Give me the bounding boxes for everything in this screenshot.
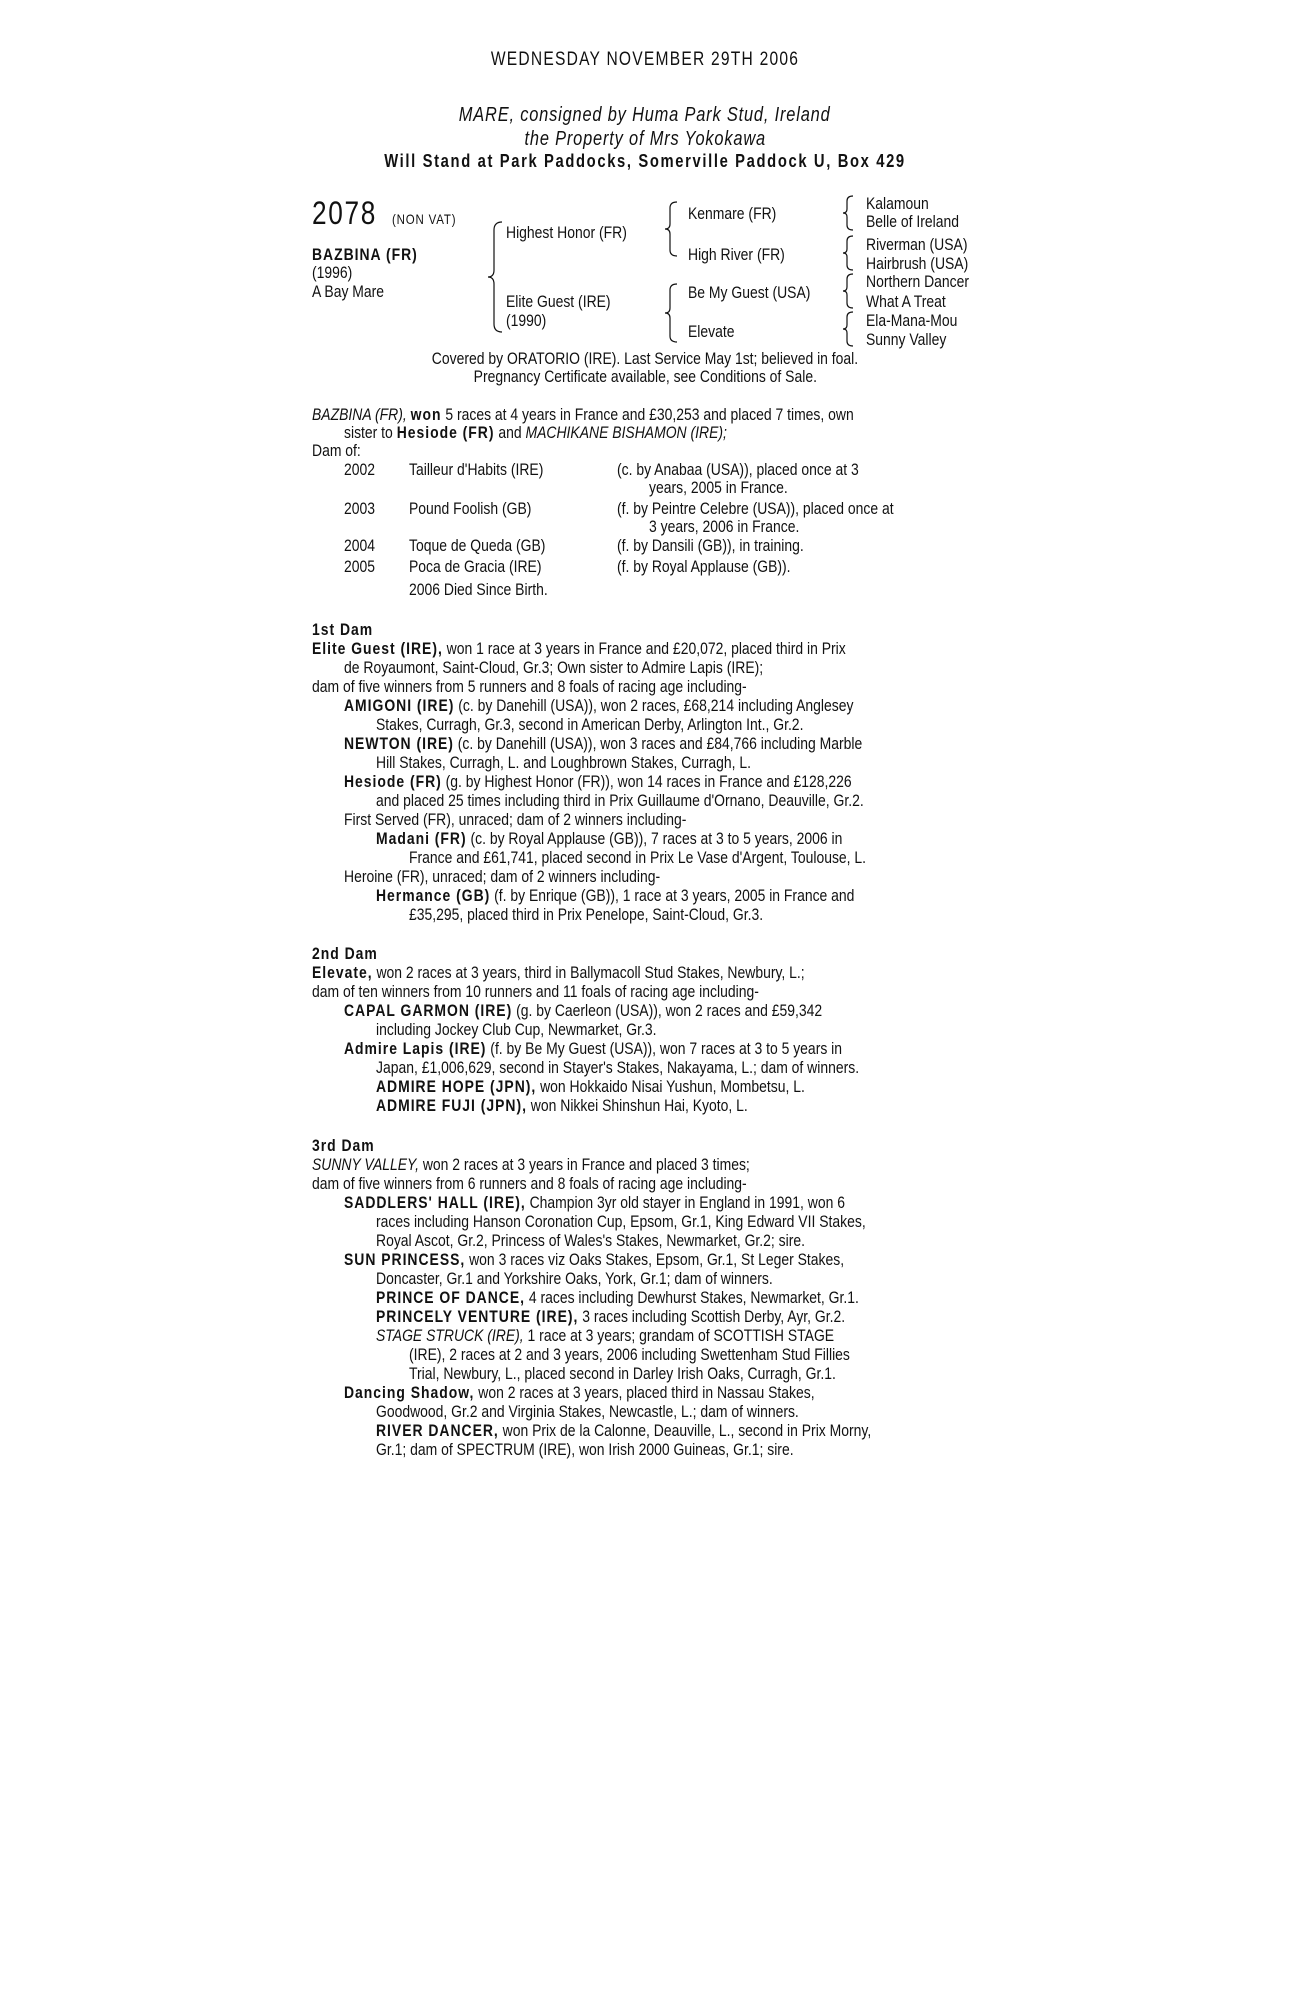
- pedigree-text-line: [344, 1039, 842, 1058]
- pedigree-text-line: [376, 791, 864, 810]
- line-text: Stakes, Curragh, Gr.3, second in American Derby, Arlington Int., Gr.2.: [376, 715, 804, 734]
- horse-name-bold: Hesiode (FR): [344, 772, 442, 791]
- pedigree-text-line: [409, 1364, 836, 1383]
- produce-detail-cont: years, 2005 in France.: [649, 478, 788, 497]
- mare-record: 5 races at 4 years in France and £30,253 and placed 7 times, own: [445, 405, 854, 424]
- line-text: races including Hanson Coronation Cup, Epsom, Gr.1, King Edward VII Stakes,: [376, 1212, 866, 1231]
- line-text: Japan, £1,006,629, second in Stayer's Stakes, Nakayama, L.; dam of winners.: [376, 1058, 860, 1077]
- produce-name: Tailleur d'Habits (IRE): [409, 460, 544, 479]
- line-text: Doncaster, Gr.1 and Yorkshire Oaks, York, Gr.1; dam of winners.: [376, 1269, 773, 1288]
- line-text: £35,295, placed third in Prix Penelope, Saint-Cloud, Gr.3.: [409, 905, 764, 924]
- horse-name-bold: RIVER DANCER,: [376, 1421, 499, 1440]
- pedigree-bracket-be-my-guest: [843, 274, 857, 308]
- horse-year: (1996): [312, 263, 353, 282]
- line-text: won Nikkei Shinshun Hai, Kyoto, L.: [526, 1096, 748, 1115]
- pedigree-text-line: [376, 1307, 845, 1326]
- produce-detail: (f. by Dansili (GB)), in training.: [617, 536, 804, 555]
- pedigree-second-dam: Elevate: [688, 322, 735, 341]
- line-text: including Jockey Club Cup, Newmarket, Gr.3.: [376, 1020, 657, 1039]
- pedigree-bracket-main: [488, 222, 508, 332]
- pedigree-text-line: [376, 1288, 859, 1307]
- line-text: 4 races including Dewhurst Stakes, Newmarket, Gr.1.: [524, 1288, 859, 1307]
- pedigree-text-line: [344, 696, 853, 715]
- horse-name-bold: SUN PRINCESS,: [344, 1250, 466, 1269]
- horse-name-italic: STAGE STRUCK (IRE),: [376, 1326, 524, 1345]
- pedigree-text-line: [344, 1383, 815, 1402]
- pedigree-sire: Highest Honor (FR): [506, 223, 627, 242]
- property-line: the Property of Mrs Yokokawa: [524, 128, 766, 150]
- horse-name-bold: PRINCELY VENTURE (IRE),: [376, 1307, 579, 1326]
- pedigree-text-line: [376, 1058, 859, 1077]
- mare-name: BAZBINA (FR),: [312, 405, 407, 424]
- pedigree-text-line: [376, 886, 854, 905]
- lot-number: 2078: [312, 195, 377, 231]
- pedigree-text-line: [376, 715, 803, 734]
- sister-text: sister to: [344, 423, 393, 442]
- pedigree-text-line: [344, 1001, 822, 1020]
- pedigree-text-line: [376, 1231, 805, 1250]
- horse-name-bold: Madani (FR): [376, 829, 467, 848]
- pedigree-ggp-7: Ela-Mana-Mou: [866, 311, 958, 330]
- vat-status: (NON VAT): [392, 211, 457, 227]
- pedigree-ggp-4: Hairbrush (USA): [866, 254, 969, 273]
- pedigree-text-line: [312, 982, 759, 1001]
- first-dam-heading: 1st Dam: [312, 620, 374, 639]
- line-text: Gr.1; dam of SPECTRUM (IRE), won Irish 2000 Guineas, Gr.1; sire.: [376, 1440, 794, 1459]
- horse-name-bold: Dancing Shadow,: [344, 1383, 475, 1402]
- produce-detail: (f. by Royal Applause (GB)).: [617, 557, 791, 576]
- pedigree-text-line: [312, 677, 747, 696]
- pedigree-text-line: [344, 1250, 844, 1269]
- line-text: Hill Stakes, Curragh, L. and Loughbrown Stakes, Curragh, L.: [376, 753, 752, 772]
- pedigree-text-line: [376, 1269, 773, 1288]
- produce-detail: (c. by Anabaa (USA)), placed once at 3: [617, 460, 859, 479]
- pedigree-text-line: [376, 1440, 794, 1459]
- pedigree-bracket-high-river: [843, 236, 857, 270]
- line-text: (g. by Highest Honor (FR)), won 14 races in France and £128,226: [441, 772, 852, 791]
- pedigree-ggp-2: Belle of Ireland: [866, 212, 959, 231]
- pedigree-text-line: [344, 810, 686, 829]
- mare-summary-line-1: [312, 405, 854, 424]
- horse-name-bold: Elite Guest (IRE),: [312, 639, 443, 658]
- pedigree-ggp-1: Kalamoun: [866, 194, 929, 213]
- horse-name-bold: Elevate,: [312, 963, 373, 982]
- pedigree-text-line: [312, 639, 846, 658]
- horse-name-bold: ADMIRE FUJI (JPN),: [376, 1096, 527, 1115]
- pedigree-bracket-elevate: [843, 312, 857, 346]
- line-text: First Served (FR), unraced; dam of 2 winners including-: [344, 810, 687, 829]
- pedigree-text-line: [344, 772, 852, 791]
- line-text: (f. by Be My Guest (USA)), won 7 races at 3 to 5 years in: [486, 1039, 843, 1058]
- line-text: (c. by Royal Applause (GB)), 7 races at 3 to 5 years, 2006 in: [466, 829, 843, 848]
- pedigree-text-line: [376, 1326, 834, 1345]
- line-text: (g. by Caerleon (USA)), won 2 races and £59,342: [512, 1001, 823, 1020]
- line-text: won Hokkaido Nisai Yushun, Mombetsu, L.: [536, 1077, 805, 1096]
- produce-detail-cont: 3 years, 2006 in France.: [649, 517, 800, 536]
- horse-name-bold: AMIGONI (IRE): [344, 696, 455, 715]
- horse-name-bold: PRINCE OF DANCE,: [376, 1288, 525, 1307]
- pedigree-text-line: [376, 753, 751, 772]
- pedigree-text-line: [376, 1096, 748, 1115]
- line-text: won 3 races viz Oaks Stakes, Epsom, Gr.1, St Leger Stakes,: [465, 1250, 845, 1269]
- line-text: (f. by Enrique (GB)), 1 race at 3 years, 2005 in France and: [490, 886, 855, 905]
- and-text: and: [498, 423, 522, 442]
- horse-name-bold: Admire Lapis (IRE): [344, 1039, 487, 1058]
- line-text: dam of five winners from 5 runners and 8 foals of racing age including-: [312, 677, 747, 696]
- pedigree-ggp-3: Riverman (USA): [866, 235, 968, 254]
- pedigree-text-line: [376, 829, 842, 848]
- line-text: Champion 3yr old stayer in England in 1991, won 6: [525, 1193, 845, 1212]
- pedigree-text-line: [376, 1212, 866, 1231]
- pedigree-granddam: High River (FR): [688, 245, 785, 264]
- won-label: won: [410, 405, 442, 424]
- line-text: Trial, Newbury, L., placed second in Darley Irish Oaks, Curragh, Gr.1.: [409, 1364, 836, 1383]
- line-text: France and £61,741, placed second in Prix Le Vase d'Argent, Toulouse, L.: [409, 848, 867, 867]
- mare-summary-line-2: [344, 423, 727, 442]
- produce-year: 2002: [344, 460, 376, 479]
- dam-of-label: Dam of:: [312, 441, 361, 460]
- line-text: 3 races including Scottish Derby, Ayr, Gr.2.: [578, 1307, 846, 1326]
- line-text: dam of ten winners from 10 runners and 11 foals of racing age including-: [312, 982, 759, 1001]
- pedigree-text-line: [344, 658, 763, 677]
- line-text: (c. by Danehill (USA)), won 3 races and £84,766 including Marble: [453, 734, 863, 753]
- pedigree-damsire: Be My Guest (USA): [688, 283, 811, 302]
- pedigree-text-line: [344, 867, 660, 886]
- stand-location: Will Stand at Park Paddocks, Somerville Paddock U, Box 429: [384, 151, 906, 171]
- pedigree-text-line: [409, 1345, 850, 1364]
- pedigree-text-line: [312, 963, 805, 982]
- consignor-line: MARE, consigned by Huma Park Stud, Ireland: [459, 104, 831, 126]
- line-text: Royal Ascot, Gr.2, Princess of Wales's Stakes, Newmarket, Gr.2; sire.: [376, 1231, 806, 1250]
- horse-name-italic: SUNNY VALLEY,: [312, 1155, 419, 1174]
- horse-description: A Bay Mare: [312, 282, 385, 301]
- pedigree-text-line: [312, 1174, 747, 1193]
- horse-name: BAZBINA (FR): [312, 245, 418, 264]
- pedigree-dam: Elite Guest (IRE): [506, 292, 611, 311]
- pedigree-bracket-kenmare: [843, 196, 857, 230]
- line-text: won 2 races at 3 years in France and placed 3 times;: [418, 1155, 750, 1174]
- horse-name-bold: Hermance (GB): [376, 886, 491, 905]
- pedigree-ggp-8: Sunny Valley: [866, 330, 947, 349]
- line-text: Goodwood, Gr.2 and Virginia Stakes, Newcastle, L.; dam of winners.: [376, 1402, 799, 1421]
- line-text: won Prix de la Calonne, Deauville, L., second in Prix Morny,: [498, 1421, 872, 1440]
- horse-name-bold: ADMIRE HOPE (JPN),: [376, 1077, 537, 1096]
- pedigree-bracket-sire: [665, 202, 681, 256]
- pregnancy-line: Pregnancy Certificate available, see Conditions of Sale.: [473, 367, 817, 386]
- pedigree-text-line: [409, 848, 866, 867]
- produce-year: 2004: [344, 536, 376, 555]
- line-text: won 1 race at 3 years in France and £20,072, placed third in Prix: [442, 639, 846, 658]
- sibling-1: Hesiode (FR): [396, 423, 495, 442]
- produce-detail: (f. by Peintre Celebre (USA)), placed once at: [617, 499, 894, 518]
- produce-name: Poca de Gracia (IRE): [409, 557, 542, 576]
- sale-date: WEDNESDAY NOVEMBER 29TH 2006: [490, 49, 800, 70]
- pedigree-text-line: [376, 1421, 871, 1440]
- pedigree-grandsire: Kenmare (FR): [688, 204, 777, 223]
- pedigree-text-line: [376, 1020, 656, 1039]
- line-text: de Royaumont, Saint-Cloud, Gr.3; Own sister to Admire Lapis (IRE);: [344, 658, 764, 677]
- pedigree-text-line: [344, 1193, 845, 1212]
- horse-name-bold: SADDLERS' HALL (IRE),: [344, 1193, 526, 1212]
- line-text: Heroine (FR), unraced; dam of 2 winners including-: [344, 867, 661, 886]
- pedigree-text-line: [376, 1077, 805, 1096]
- produce-year: 2005: [344, 557, 376, 576]
- pedigree-text-line: [409, 905, 763, 924]
- second-dam-heading: 2nd Dam: [312, 944, 378, 963]
- line-text: and placed 25 times including third in Prix Guillaume d'Ornano, Deauville, Gr.2.: [376, 791, 864, 810]
- line-text: (c. by Danehill (USA)), won 2 races, £68,214 including Anglesey: [454, 696, 854, 715]
- horse-name-bold: NEWTON (IRE): [344, 734, 454, 753]
- line-text: 1 race at 3 years; grandam of SCOTTISH STAGE: [523, 1326, 835, 1345]
- line-text: won 2 races at 3 years, placed third in Nassau Stakes,: [474, 1383, 815, 1402]
- line-text: (IRE), 2 races at 2 and 3 years, 2006 including Swettenham Stud Fillies: [409, 1345, 850, 1364]
- pedigree-dam-year: (1990): [506, 311, 547, 330]
- line-text: dam of five winners from 6 runners and 8 foals of racing age including-: [312, 1174, 747, 1193]
- pedigree-bracket-dam: [665, 284, 681, 342]
- third-dam-heading: 3rd Dam: [312, 1136, 375, 1155]
- covered-line: Covered by ORATORIO (IRE). Last Service May 1st; believed in foal.: [431, 349, 859, 368]
- pedigree-text-line: [312, 1155, 750, 1174]
- sibling-2: MACHIKANE BISHAMON (IRE);: [525, 423, 727, 442]
- line-text: won 2 races at 3 years, third in Ballymacoll Stud Stakes, Newbury, L.;: [372, 963, 805, 982]
- produce-year: 2003: [344, 499, 376, 518]
- pedigree-text-line: [376, 1402, 799, 1421]
- pedigree-text-line: [344, 734, 862, 753]
- pedigree-ggp-6: What A Treat: [866, 292, 946, 311]
- produce-name: Pound Foolish (GB): [409, 499, 532, 518]
- horse-name-bold: CAPAL GARMON (IRE): [344, 1001, 513, 1020]
- produce-2006: 2006 Died Since Birth.: [409, 580, 548, 599]
- produce-name: Toque de Queda (GB): [409, 536, 546, 555]
- pedigree-ggp-5: Northern Dancer: [866, 272, 970, 291]
